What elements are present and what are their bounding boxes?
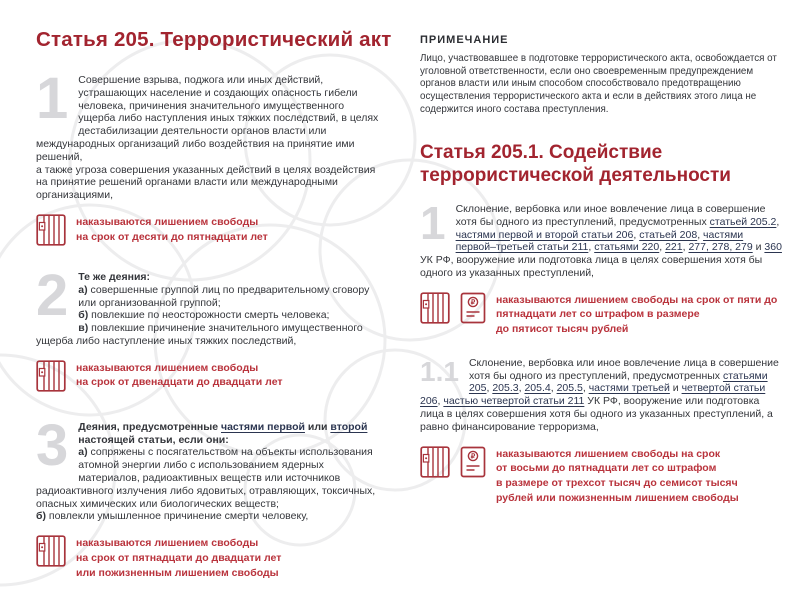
- penalty-callout-1: [420, 292, 786, 337]
- prison-bars-icon: [420, 446, 450, 483]
- penalty-callout-1: [36, 214, 384, 251]
- part-number-2: 2: [36, 262, 69, 328]
- article-205-part-3: [36, 412, 384, 580]
- penalty-callout-3: [36, 535, 384, 580]
- part-1-1-text: Склонение, вербовка или иное вовлечение лица в совершение хотя бы одного из преступлений, предусмотренных статьями 205, 205.3, 205.4, 205.5, частями третьей и четвертой статьи 206, частью четвертой статьи 211 УК РФ, вооружение или подготовка лица в целях совершения хотя бы одного из указанных преступлений, а равно финансирование терроризма,: [420, 356, 779, 433]
- note-block: [420, 34, 786, 117]
- penalty-text-1-1: наказываются лишением свободы на срок от восьми до пятнадцати лет со штрафом в размере от трехсот тысяч до семисот тысяч рублей или пожизненным лишением свободы: [496, 447, 739, 504]
- article-205-1-title: Статья 205.1. Содействие террористической деятельности: [420, 141, 731, 186]
- part-1-text: Склонение, вербовка или иное вовлечение лица в совершение хотя бы одного из преступлений, предусмотренных статьей 205.2, частями первой и второй статьи 206, статьей 208, частями первой–третьей статьи 211, статьями 220, 221, 277, 278, 279 и 360 УК РФ, вооружение или подготовка лица в целях совершения хотя бы одного из указанных преступлений,: [420, 203, 782, 279]
- note-heading: ПРИМЕЧАНИЕ: [420, 34, 509, 46]
- article-205-title: Статья 205. Террористический акт: [36, 28, 392, 51]
- left-column: [36, 28, 392, 600]
- penalty-text-1: наказываются лишением свободы на срок от десяти до пятнадцати лет: [76, 215, 268, 243]
- part-number-1: 1: [36, 66, 69, 131]
- part-number-3: 3: [36, 412, 69, 478]
- penalty-callout-1-1: [420, 446, 786, 506]
- svg-text:₽: ₽: [470, 299, 476, 307]
- article-205-1-part-1: [420, 197, 786, 337]
- penalty-text-3: наказываются лишением свободы на срок от пятнадцати до двадцати лет или пожизненным лишением свободы: [76, 537, 282, 579]
- part-2-text: Те же деяния: а) совершенные группой лиц по предварительному сговору или организованной группой; б) повлекшие по неосторожности смерть человека; в) повлекшие причинение значительного имущественного ущерба либо наступление иных тяжких последствий,: [36, 270, 370, 347]
- part-number-1-1: 1.1: [420, 355, 459, 387]
- prison-bars-icon: [420, 292, 450, 329]
- fine-document-icon: [460, 446, 486, 483]
- article-205-part-2: [36, 262, 384, 397]
- part-1-text: Совершение взрыва, поджога или иных действий, устрашающих население и создающих опасность гибели человека, причинения значительного имущественного ущерба либо наступления иных тяжких последствий, в целях дестабилизации деятельности органов власти или международных организаций либо воздействия на принятие ими решений, а также угроза совершения указанных действий в целях воздействия на принятие решений органами власти или международными организациями,: [36, 74, 379, 202]
- penalty-text-1: наказываются лишением свободы на срок от пяти до пятнадцати лет со штрафом в размере до пятисот тысяч рублей: [496, 293, 778, 336]
- prison-bars-icon: [36, 360, 66, 397]
- prison-bars-icon: [36, 214, 66, 251]
- fine-document-icon: [460, 292, 486, 329]
- part-number-1: 1: [420, 197, 446, 250]
- prison-bars-icon: [36, 535, 66, 572]
- svg-text:₽: ₽: [470, 453, 476, 461]
- article-205-1-part-1-1: [420, 357, 786, 506]
- note-text: Лицо, участвовавшее в подготовке террористического акта, освобождается от уголовной ответственности, если оно своевременным предупреждением органов власти или иным способом способствовало предотвращению осуществления террористического акта и если в действиях этого лица не содержится иного состава преступления.: [420, 53, 777, 115]
- right-column: [420, 34, 786, 525]
- article-205-part-1: [36, 66, 384, 251]
- penalty-text-2: наказываются лишением свободы на срок от двенадцати до двадцати лет: [76, 361, 283, 389]
- part-3-text: Деяния, предусмотренные частями первой или второй настоящей статьи, если они: а) сопряжены с посягательством на объекты использования атомной энергии либо с использованием ядерных материалов, радиоактивных веществ или источников радиоактивного излучения либо ядовитых, отравляющих, токсичных, опасных химических или биологических веществ; б) повлекли умышленное причинение смерти человеку,: [36, 420, 376, 523]
- penalty-callout-2: [36, 360, 384, 397]
